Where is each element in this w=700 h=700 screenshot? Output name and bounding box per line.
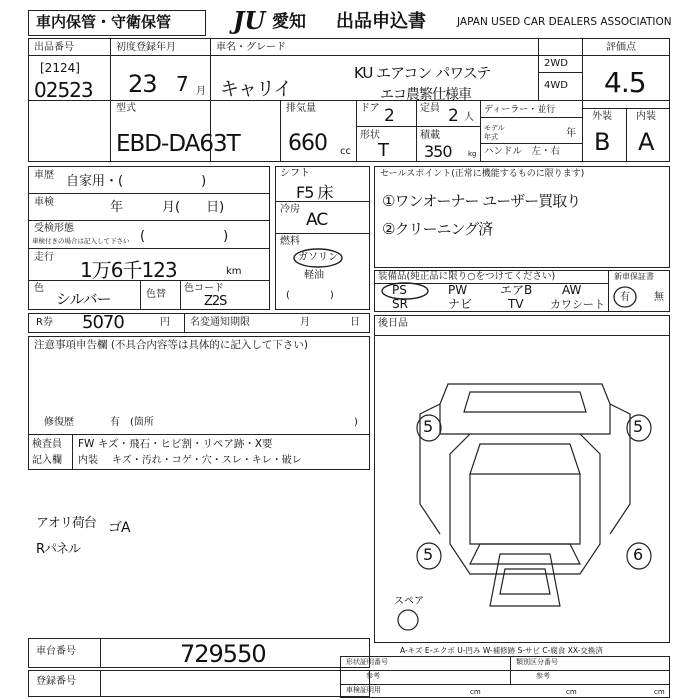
lot-number: 02523: [34, 78, 93, 102]
selling-point-label: セールスポイント(正常に機能するものに限ります): [380, 169, 585, 179]
repair-value: 有 (箇所: [110, 417, 154, 428]
rating-value: 4.5: [604, 66, 646, 99]
dims-cm-1: cm: [470, 688, 481, 696]
equip-leather: カワシート: [550, 298, 605, 311]
cooler-value: AC: [306, 210, 328, 230]
model-code: EBD-DA63T: [116, 131, 240, 157]
handwritten-note-1b: ゴA: [108, 520, 130, 536]
first-registration-month: 7: [176, 72, 188, 96]
inspection-value: 年 月( 日): [110, 200, 225, 215]
doors-label: ドア: [360, 103, 380, 114]
selling-point-2: ②クリーニング済: [382, 220, 493, 238]
registration-label: 登録番号: [36, 676, 76, 687]
color-code-value: Z2S: [204, 294, 227, 309]
yen-unit: 円: [160, 317, 170, 328]
dealer-label: ディーラー・並行: [484, 105, 556, 115]
after-items-label: 後日品: [378, 318, 408, 329]
repair-close: ): [354, 417, 358, 428]
rating-label: 評価点: [606, 42, 636, 53]
interior-grade: A: [638, 128, 654, 156]
handle-label: ハンドル 左・右: [484, 146, 561, 157]
capacity-label: 定員: [420, 103, 440, 114]
load-value: 350: [424, 142, 452, 161]
equip-sr: SR: [392, 297, 408, 311]
spare-label: スペア: [394, 596, 424, 607]
cert-box: [340, 656, 670, 698]
lot-number-label: 出品番号: [34, 42, 74, 53]
entry-label: 記入欄: [32, 455, 62, 466]
dims-label: 車検証明用: [346, 686, 381, 694]
cc-unit: cc: [340, 146, 351, 157]
repair-label: 修復歴: [44, 417, 74, 428]
category-ref: 参考: [536, 672, 550, 680]
selling-point-1: ①ワンオーナー ユーザー買取り: [382, 192, 581, 210]
notice-day: 日: [350, 317, 360, 328]
grade-line-1: KU エアコン パワステ: [354, 64, 491, 82]
equip-airbag: エアB: [500, 283, 533, 297]
registration-row: [28, 670, 370, 697]
km-unit: km: [226, 266, 242, 277]
fuel-gasoline: ガソリン: [298, 252, 338, 263]
drive-2wd: 2WD: [544, 58, 568, 69]
handwritten-note-2: Rパネル: [36, 542, 81, 557]
chassis-number: 729550: [180, 640, 266, 668]
equip-navi: ナビ: [448, 297, 473, 311]
first-registration-label: 初度登録年月: [116, 42, 176, 53]
first-registration-year: 23: [128, 70, 157, 98]
warranty-circle: [612, 285, 638, 309]
fuel-other: ( ): [286, 290, 334, 301]
notice-month: 月: [300, 317, 310, 328]
handwritten-note-1: アオリ荷台: [36, 516, 96, 531]
acceptance-paren: ( ): [140, 229, 229, 244]
storage-label: 車内保管・守衛保管: [36, 13, 172, 31]
fuel-circle: [292, 247, 344, 269]
capacity-unit: 人: [464, 112, 474, 123]
interior-word: 内装: [78, 455, 98, 466]
drive-4wd: 4WD: [544, 80, 568, 91]
exterior-grade: B: [594, 128, 610, 156]
mileage-label: 走行: [34, 252, 54, 263]
kg-unit: kg: [468, 150, 477, 158]
doors-value: 2: [384, 106, 394, 126]
shape-value: T: [378, 140, 388, 161]
inspection-label: 車検: [34, 197, 54, 208]
association-name: JAPAN USED CAR DEALERS ASSOCIATION: [457, 16, 672, 28]
selling-point-box: [374, 166, 670, 268]
exterior-label: 外装: [592, 111, 612, 122]
capacity-value: 2: [448, 106, 458, 126]
form-title: 出品申込書: [336, 11, 426, 32]
color-value: シルバー: [56, 290, 111, 308]
inspector-label: 検査員: [32, 439, 62, 450]
shape-cert-ref: 参考: [366, 672, 380, 680]
tire-rear-left: 5: [423, 545, 433, 564]
month-unit: 月: [196, 86, 206, 97]
logo-mark: JU: [233, 6, 266, 35]
displacement-label: 排気量: [286, 103, 316, 114]
shift-label: シフト: [280, 168, 310, 179]
tire-rear-right: 6: [633, 545, 643, 564]
equip-pw: PW: [448, 283, 468, 297]
tire-front-right: 5: [633, 417, 643, 436]
damage-legend: A-キズ E-エクボ U-凹み W-補修跡 S-サビ C-腐食 XX-交換済: [400, 646, 603, 655]
fuel-diesel: 軽油: [304, 270, 324, 281]
shape-cert-label: 形状証明番号: [346, 658, 388, 666]
check-row-2: キズ・汚れ・コゲ・穴・スレ・キレ・破レ: [112, 455, 302, 466]
fuel-label: 燃料: [280, 236, 300, 247]
acceptance-label: 受検形態: [34, 223, 74, 234]
notes-header: 注意事項申告欄 (不具合内容等は具体的に記入して下さい): [34, 339, 309, 351]
equip-tv: TV: [508, 297, 524, 311]
warranty-label: 新車保証書: [614, 272, 654, 281]
mileage-value: 1万6千123: [80, 258, 177, 282]
color-code-label: 色コード: [184, 283, 224, 294]
dims-cm-2: cm: [566, 688, 577, 696]
check-row-1: FW キズ・飛石・ヒビ割・リペア跡・X要: [78, 438, 273, 450]
cooler-label: 冷房: [280, 204, 300, 215]
history-value: 自家用・( ): [66, 174, 207, 189]
color-change-label: 色替: [146, 289, 166, 300]
car-diagram: [410, 374, 643, 614]
car-name-label: 車名・グレード: [216, 42, 286, 53]
load-label: 積載: [420, 130, 440, 141]
notice-label: 名変通知期限: [190, 317, 250, 328]
shift-value: F5 床: [296, 183, 333, 202]
lot-sub-number: [2124]: [40, 61, 80, 75]
category-label: 類別区分番号: [516, 658, 558, 666]
warranty-no: 無: [654, 292, 664, 303]
model-year-label: モデル年式: [484, 124, 505, 141]
logo-text: 愛知: [272, 12, 306, 32]
dims-cm-3: cm: [654, 688, 665, 696]
warranty-yes: 有: [620, 292, 630, 303]
ps-circle: [380, 281, 430, 301]
year-unit: 年: [566, 128, 576, 139]
chassis-label: 車台番号: [36, 646, 76, 657]
r-ticket-value: 5070: [82, 312, 124, 333]
equip-aw: AW: [562, 283, 582, 297]
displacement-value: 660: [288, 131, 327, 156]
car-name: キャリイ: [220, 78, 292, 100]
history-label: 車歴: [34, 170, 54, 181]
grade-line-2: エコ農繁仕様車: [380, 87, 471, 103]
r-ticket-label: R券: [36, 317, 53, 328]
equip-ps: PS: [392, 283, 407, 297]
model-label: 型式: [116, 103, 136, 114]
interior-label: 内装: [636, 111, 656, 122]
color-label: 色: [34, 283, 44, 294]
tire-front-left: 5: [423, 417, 433, 436]
acceptance-sub: 車検付きの場合は記入して下さい: [32, 237, 130, 245]
equipment-label: 装備品(純正品に限り○をつけてください): [378, 271, 556, 282]
spare-tire-icon: [396, 608, 420, 632]
shape-label: 形状: [360, 130, 380, 141]
